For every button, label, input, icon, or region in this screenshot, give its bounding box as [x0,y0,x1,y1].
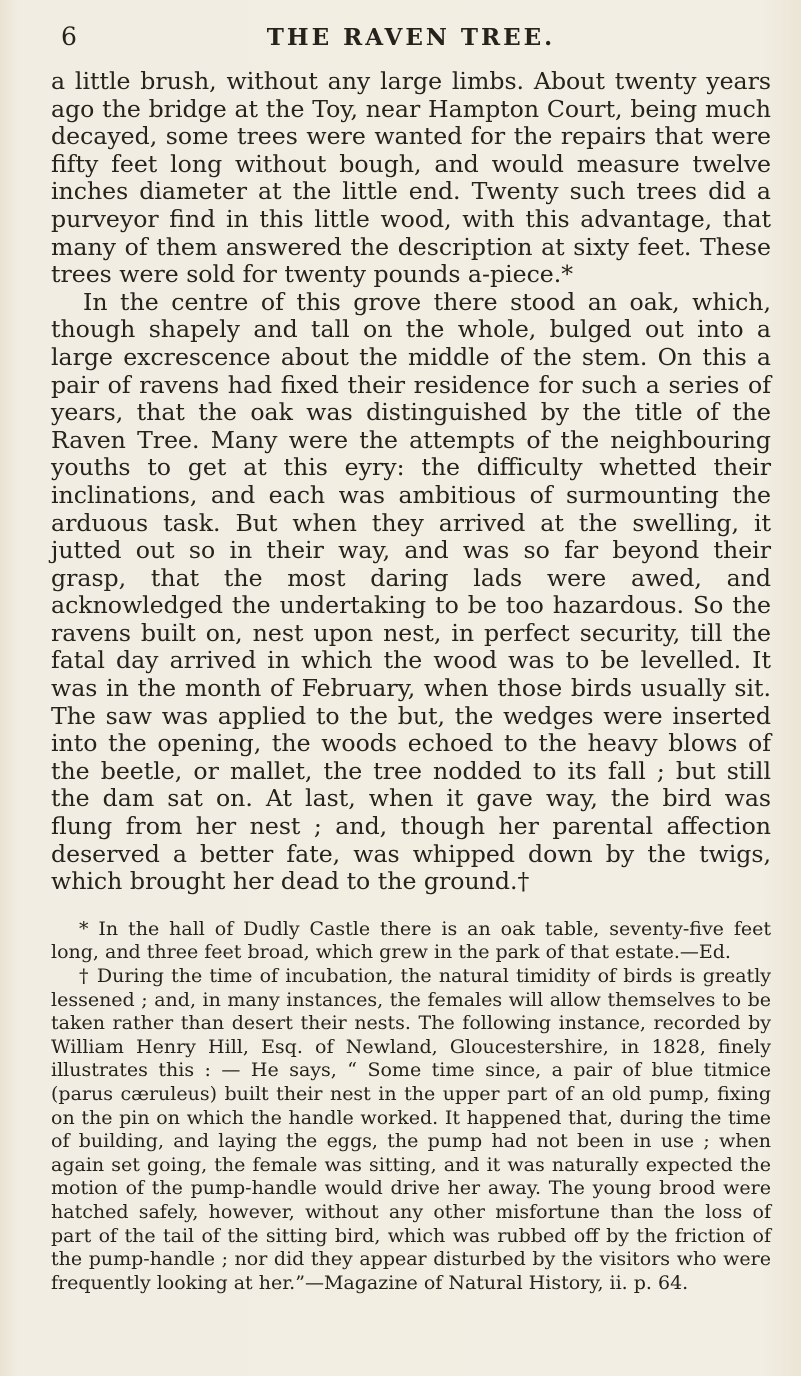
body-paragraph: In the centre of this grove there stood an oak, which, though shapely and tall on the whole, bulged out into a large excrescence about the middle of the stem. On this a pair of ravens had fixed their residence for such a series of years, that the oak was distinguished by the title of the Raven Tree. Many were the attempts of the neighbouring youths to get at this eyry: the difficulty whetted their inclinations, and each was ambitious of surmounting the arduous task. But when they arrived at the swelling, it jutted out so in their way, and was so far beyond their grasp, that the most daring lads were awed, and acknowledged the undertaking to be too hazardous. So the ravens built on, nest upon nest, in perfect security, till the fatal day arrived in which the wood was to be levelled. It was in the month of February, when those birds usually sit. The saw was applied to the but, the wedges were inserted into the opening, the woods echoed to the heavy blows of the beetle, or mallet, the tree nodded to its fall ; but still the dam sat on. At last, when it gave way, the bird was flung from her nest ; and, though her parental affection deserved a better fate, was whipped down by the twigs, which brought her dead to the ground.† [51,287,771,896]
footnote: † During the time of incubation, the natural timidity of birds is greatly lessened ; and, in many instances, the females will allow themselves to be taken rather than desert their nests. The following instance, recorded by William Henry Hill, Esq. of Newland, Gloucestershire, in 1828, finely illustrates this : — He says, “ Some time since, a pair of blue titmice (parus cæruleus) built their nest in the upper part of an old pump, fixing on the pin on which the handle worked. It happened that, during the time of building, and laying the eggs, the pump had not been in use ; when again set going, the female was sitting, and it was naturally expected the motion of the pump-handle would drive her away. The young brood were hatched safely, however, without any other misfortune than the loss of part of the tail of the sitting bird, which was rubbed off by the friction of the pump-handle ; nor did they appear disturbed by the visitors who were frequently looking at her.”—Magazine of Natural History, ii. p. 64. [51,965,771,1294]
footnotes [51,918,771,1296]
footnote: * In the hall of Dudly Castle there is an oak table, seventy-five feet long, and three feet broad, which grew in the park of that estate.—Ed. [51,917,771,964]
body-paragraph: a little brush, without any large limbs. About twenty years ago the bridge at the Toy, near Hampton Court, being much decayed, some trees were wanted for the repairs that were fifty feet long without bough, and would measure twelve inches diameter at the little end. Twenty such trees did a purveyor find in this little wood, with this advantage, that many of them answered the description at sixty feet. These trees were sold for twenty pounds a-piece.* [51,67,771,289]
body-text [51,68,771,896]
running-head [51,22,771,62]
page-number: 6 [61,22,78,51]
running-title: THE RAVEN TREE. [266,24,556,51]
